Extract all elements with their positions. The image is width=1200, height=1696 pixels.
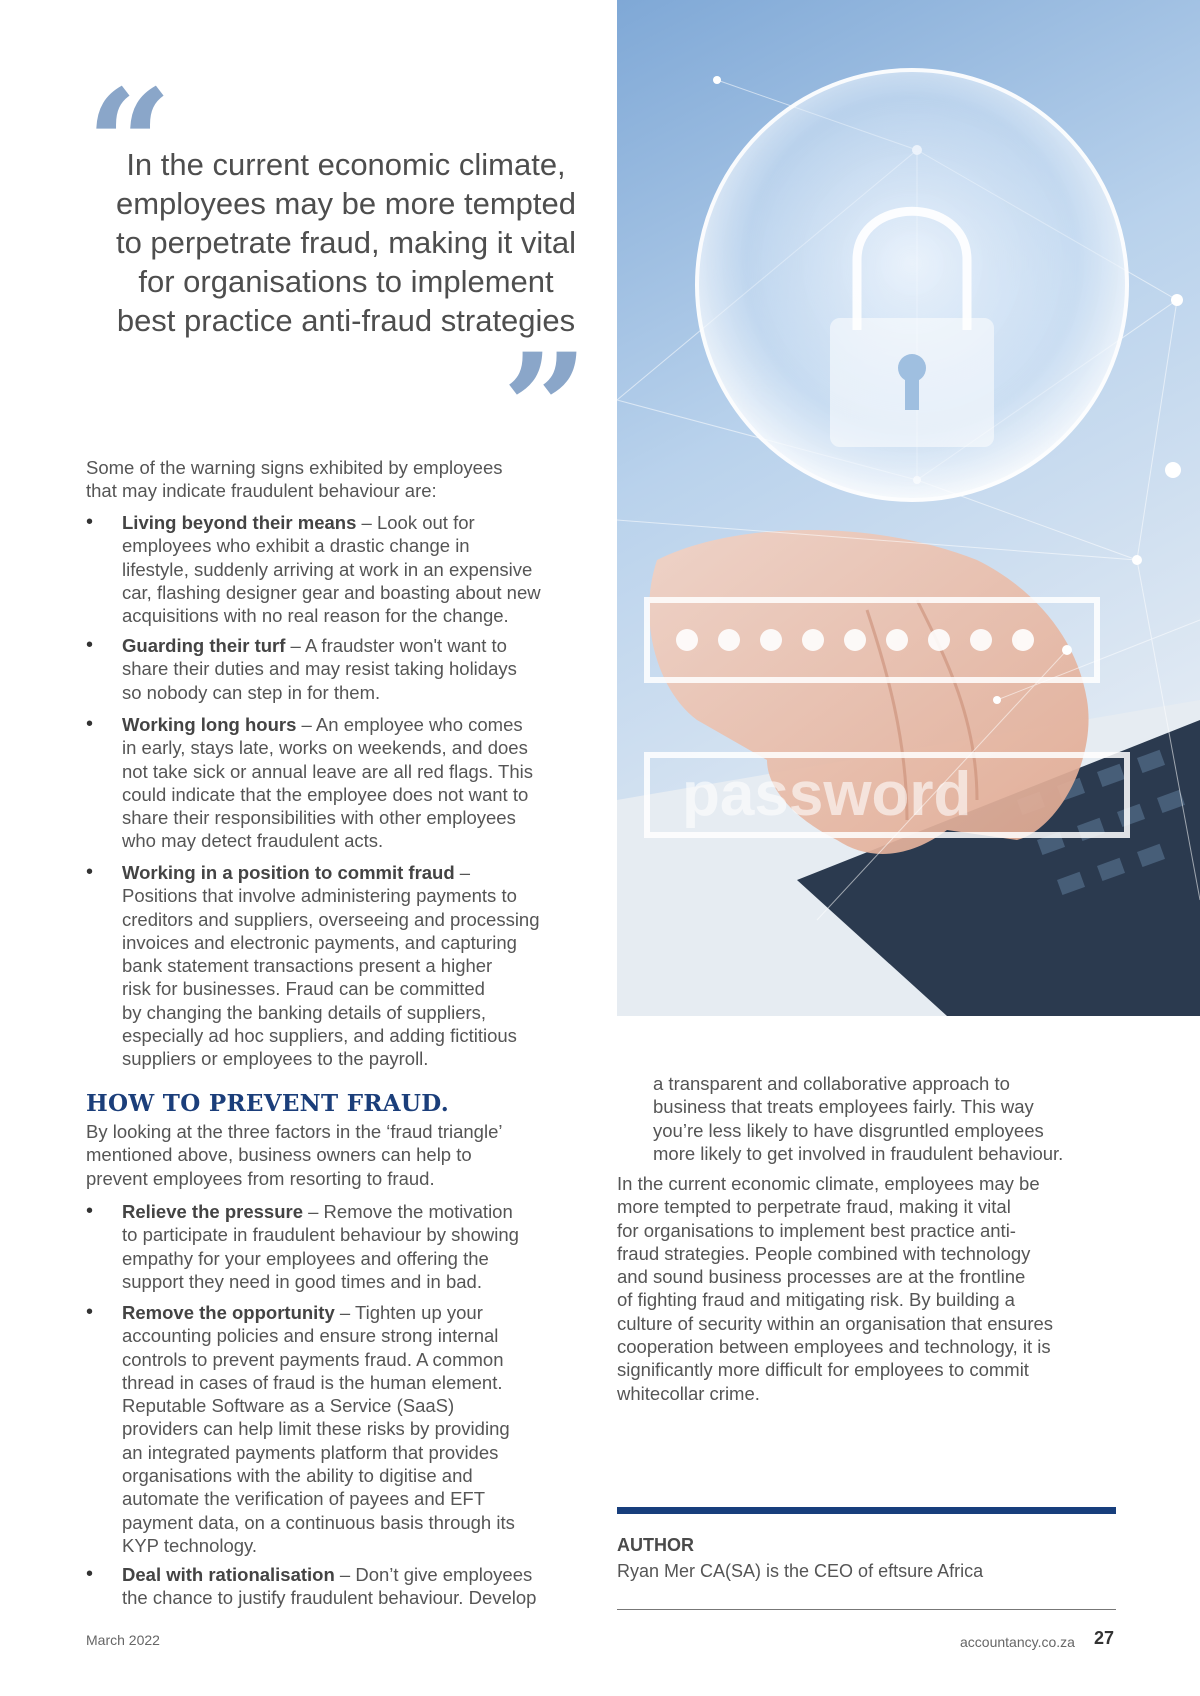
bullet-text: – Don’t give employees (334, 1564, 533, 1585)
author-divider-top (617, 1507, 1116, 1514)
text-line: By looking at the three factors in the ‘fraud triangle’ (86, 1121, 503, 1142)
text-line: fraud strategies. People combined with technology (617, 1242, 1031, 1264)
bullet-icon: • (86, 861, 94, 883)
bullet-icon: • (86, 1301, 94, 1323)
text-line: not take sick or annual leave are all red flags. This (122, 760, 533, 782)
text-line: in early, stays late, works on weekends, and does (122, 737, 528, 759)
text-line: an integrated payments platform that provides (122, 1441, 499, 1463)
text-line: payment data, on a continuous basis through its (122, 1511, 515, 1533)
bullet-icon: • (86, 634, 94, 656)
text-line: that may indicate fraudulent behaviour are: (86, 480, 437, 502)
bullet-title: Deal with rationalisation (122, 1564, 335, 1585)
text-line: Reputable Software as a Service (SaaS) (122, 1395, 455, 1417)
bullet-icon: • (86, 713, 94, 735)
pull-quote-line: for organisations to implement (138, 264, 554, 299)
pull-quote (86, 145, 606, 340)
text-line: who may detect fraudulent acts. (122, 830, 384, 852)
bullet-text: – Tighten up your (334, 1302, 483, 1323)
text-line: providers can help limit these risks by providing (122, 1418, 510, 1440)
pull-quote-line: employees may be more tempted (115, 186, 577, 221)
issue-date: March 2022 (86, 1632, 160, 1648)
text-line: culture of security within an organisation that ensures (617, 1312, 1054, 1334)
text-line: Some of the warning signs exhibited by employees (86, 457, 503, 478)
author-label: AUTHOR (617, 1535, 694, 1555)
text-line: more likely to get involved in fraudulent behaviour. (653, 1142, 1064, 1164)
bullet-title: Working in a position to commit fraud (122, 862, 455, 883)
prevent-intro-paragraph (86, 1120, 586, 1190)
text-line: acquisitions with no real reason for the change. (122, 605, 509, 627)
pull-quote-line: to perpetrate fraud, making it vital (115, 225, 577, 260)
password-field-text: password (682, 760, 972, 829)
text-line: prevent employees from resorting to fraud. (86, 1167, 435, 1189)
author-divider-bottom (617, 1609, 1116, 1610)
security-illustration (617, 0, 1200, 1016)
website-link[interactable]: accountancy.co.za (960, 1634, 1075, 1650)
page-number: 27 (1094, 1628, 1115, 1648)
text-line: invoices and electronic payments, and capturing (122, 931, 517, 953)
author-bio: Ryan Mer CA(SA) is the CEO of eftsure Africa (617, 1561, 984, 1581)
bullet-text: – An employee who comes (296, 714, 523, 735)
bullet-title: Relieve the pressure (122, 1201, 303, 1222)
pull-quote-line: best practice anti-fraud strategies (116, 303, 576, 338)
text-line: cooperation between employees and technology, it is (617, 1336, 1051, 1358)
text-line: support they need in good times and in bad. (122, 1270, 482, 1292)
text-line: the chance to justify fraudulent behaviour. Develop (122, 1587, 537, 1609)
bullet-icon: • (86, 1200, 94, 1222)
text-line: to participate in fraudulent behaviour by showing (122, 1224, 519, 1246)
closing-paragraph (617, 1172, 1097, 1405)
text-line: lifestyle, suddenly arriving at work in an expensive (122, 558, 533, 580)
text-line: you’re less likely to have disgruntled employees (653, 1119, 1044, 1141)
bullet-icon: • (86, 1563, 94, 1585)
bullet-title: Living beyond their means (122, 512, 357, 533)
bullet-title: Remove the opportunity (122, 1302, 335, 1323)
text-line: by changing the banking details of suppliers, (122, 1001, 487, 1023)
text-line: employees who exhibit a drastic change in (122, 535, 470, 557)
text-line: accounting policies and ensure strong internal (122, 1325, 499, 1347)
pull-quote-open-mark: “ (86, 57, 173, 233)
text-line: thread in cases of fraud is the human element. (122, 1371, 503, 1393)
text-line: so nobody can step in for them. (122, 681, 381, 703)
bullet-title: Working long hours (122, 714, 297, 735)
bullet-text: – (454, 862, 471, 883)
text-line: of fighting fraud and mitigating risk. By building a (617, 1289, 1015, 1311)
text-line: share their duties and may resist taking holidays (122, 658, 517, 680)
bullet-icon: • (86, 511, 94, 533)
text-line: for organisations to implement best practice anti- (617, 1219, 1016, 1241)
text-line: whitecollar crime. (617, 1382, 760, 1404)
pull-quote-close-mark: ” (502, 321, 589, 497)
text-line: more tempted to perpetrate fraud, making it vital (617, 1196, 1011, 1218)
bullet-text: – Remove the motivation (302, 1201, 513, 1222)
text-line: automate the verification of payees and EFT (122, 1488, 486, 1510)
text-line: especially ad hoc suppliers, and adding fictitious (122, 1025, 517, 1047)
text-line: Positions that involve administering payments to (122, 885, 517, 907)
text-line: In the current economic climate, employees may be (617, 1173, 1040, 1194)
section-heading: HOW TO PREVENT FRAUD. (86, 1090, 450, 1117)
bullet-title: Guarding their turf (122, 635, 286, 656)
text-line: a transparent and collaborative approach to (653, 1073, 1010, 1094)
text-line: bank statement transactions present a higher (122, 955, 493, 977)
pull-quote-line: In the current economic climate, (126, 147, 566, 182)
text-line: share their responsibilities with other employees (122, 807, 516, 829)
text-line: suppliers or employees to the payroll. (122, 1048, 429, 1070)
text-line: KYP technology. (122, 1534, 258, 1556)
text-line: mentioned above, business owners can help to (86, 1144, 472, 1166)
text-line: car, flashing designer gear and boasting about new (122, 581, 541, 603)
text-line: controls to prevent payments fraud. A common (122, 1348, 504, 1370)
text-line: risk for businesses. Fraud can be committed (122, 978, 485, 1000)
text-line: significantly more difficult for employees to commit (617, 1359, 1029, 1381)
bullet-text: – A fraudster won't want to (285, 635, 507, 656)
text-line: and sound business processes are at the frontline (617, 1266, 1026, 1288)
text-line: creditors and suppliers, overseeing and processing (122, 908, 540, 930)
intro-paragraph (86, 456, 586, 503)
text-line: could indicate that the employee does not want to (122, 783, 529, 805)
continuation-paragraph (653, 1072, 1113, 1165)
text-line: organisations with the ability to digitise and (122, 1465, 473, 1487)
text-line: business that treats employees fairly. This way (653, 1096, 1034, 1118)
bullet-text: – Look out for (356, 512, 475, 533)
text-line: empathy for your employees and offering the (122, 1247, 489, 1269)
